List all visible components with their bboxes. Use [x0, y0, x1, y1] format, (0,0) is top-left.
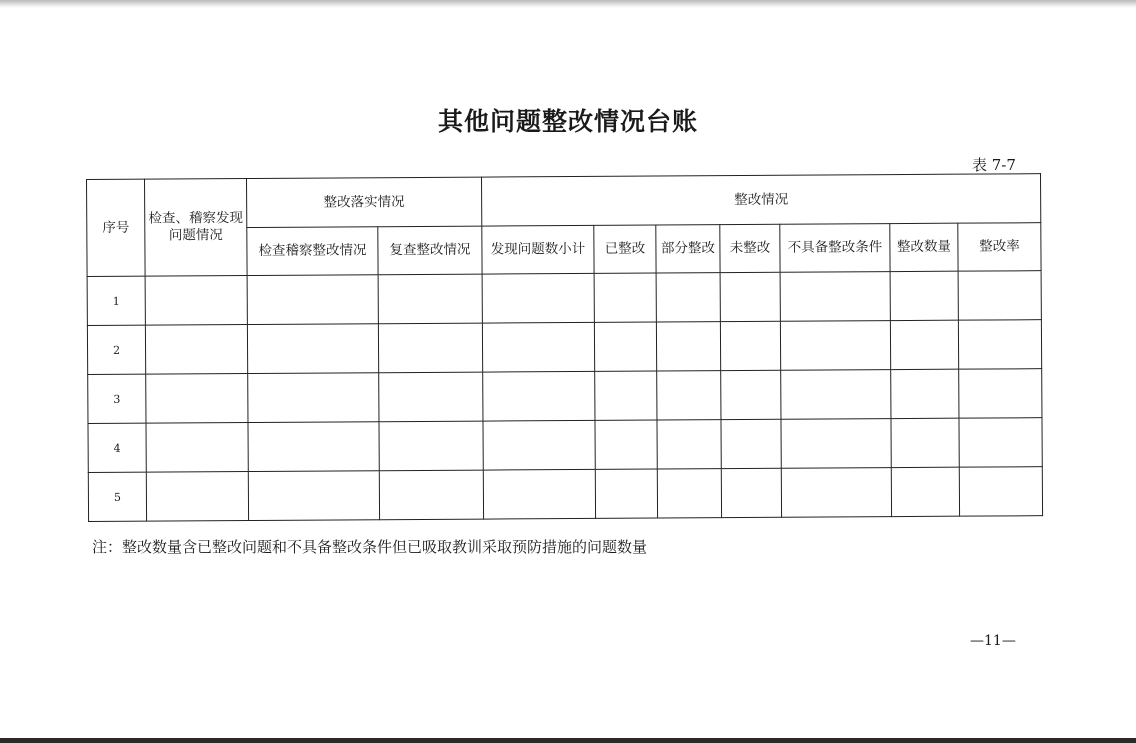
- table-row: [87, 320, 1041, 375]
- header-rectification-rate: 整改率: [958, 223, 1041, 272]
- row-serial: 5: [88, 472, 146, 521]
- row-serial: 1: [87, 276, 145, 325]
- table-row: [87, 271, 1041, 326]
- header-rectified-count: 整改数量: [890, 223, 958, 271]
- header-review-rectification: 复查整改情况: [378, 226, 482, 275]
- table-code: 表 7-7: [972, 156, 1016, 174]
- row-serial: 3: [88, 374, 146, 423]
- header-inspection-rectification: 检查稽察整改情况: [247, 227, 378, 276]
- header-not-rectifiable: 不具备整改条件: [780, 224, 890, 273]
- document-title: 其他问题整改情况台账: [437, 107, 698, 136]
- header-issues-subtotal: 发现问题数小计: [482, 225, 594, 274]
- table-row: [88, 369, 1042, 424]
- ledger-table: [86, 173, 1043, 522]
- header-inspection: 检查、稽察发现问题情况: [145, 179, 248, 277]
- row-serial: 2: [87, 325, 145, 374]
- page-number: —11—: [970, 633, 1016, 649]
- header-serial: 序号: [87, 179, 146, 276]
- scan-edge-top: [0, 0, 1136, 8]
- row-serial: 4: [88, 423, 146, 472]
- table-row: [88, 418, 1042, 473]
- table-note: 注：整改数量含已整改问题和不具备整改条件但已吸取教训采取预防措施的问题数量: [92, 538, 648, 556]
- header-implementation-group: 整改落实情况: [247, 177, 482, 227]
- table-row: [88, 467, 1042, 522]
- header-status-group: 整改情况: [481, 174, 1040, 226]
- header-not-rectified: 未整改: [720, 224, 780, 272]
- header-partially-rectified: 部分整改: [656, 225, 720, 273]
- header-rectified: 已整改: [594, 225, 656, 273]
- scan-edge-bottom: [0, 738, 1136, 743]
